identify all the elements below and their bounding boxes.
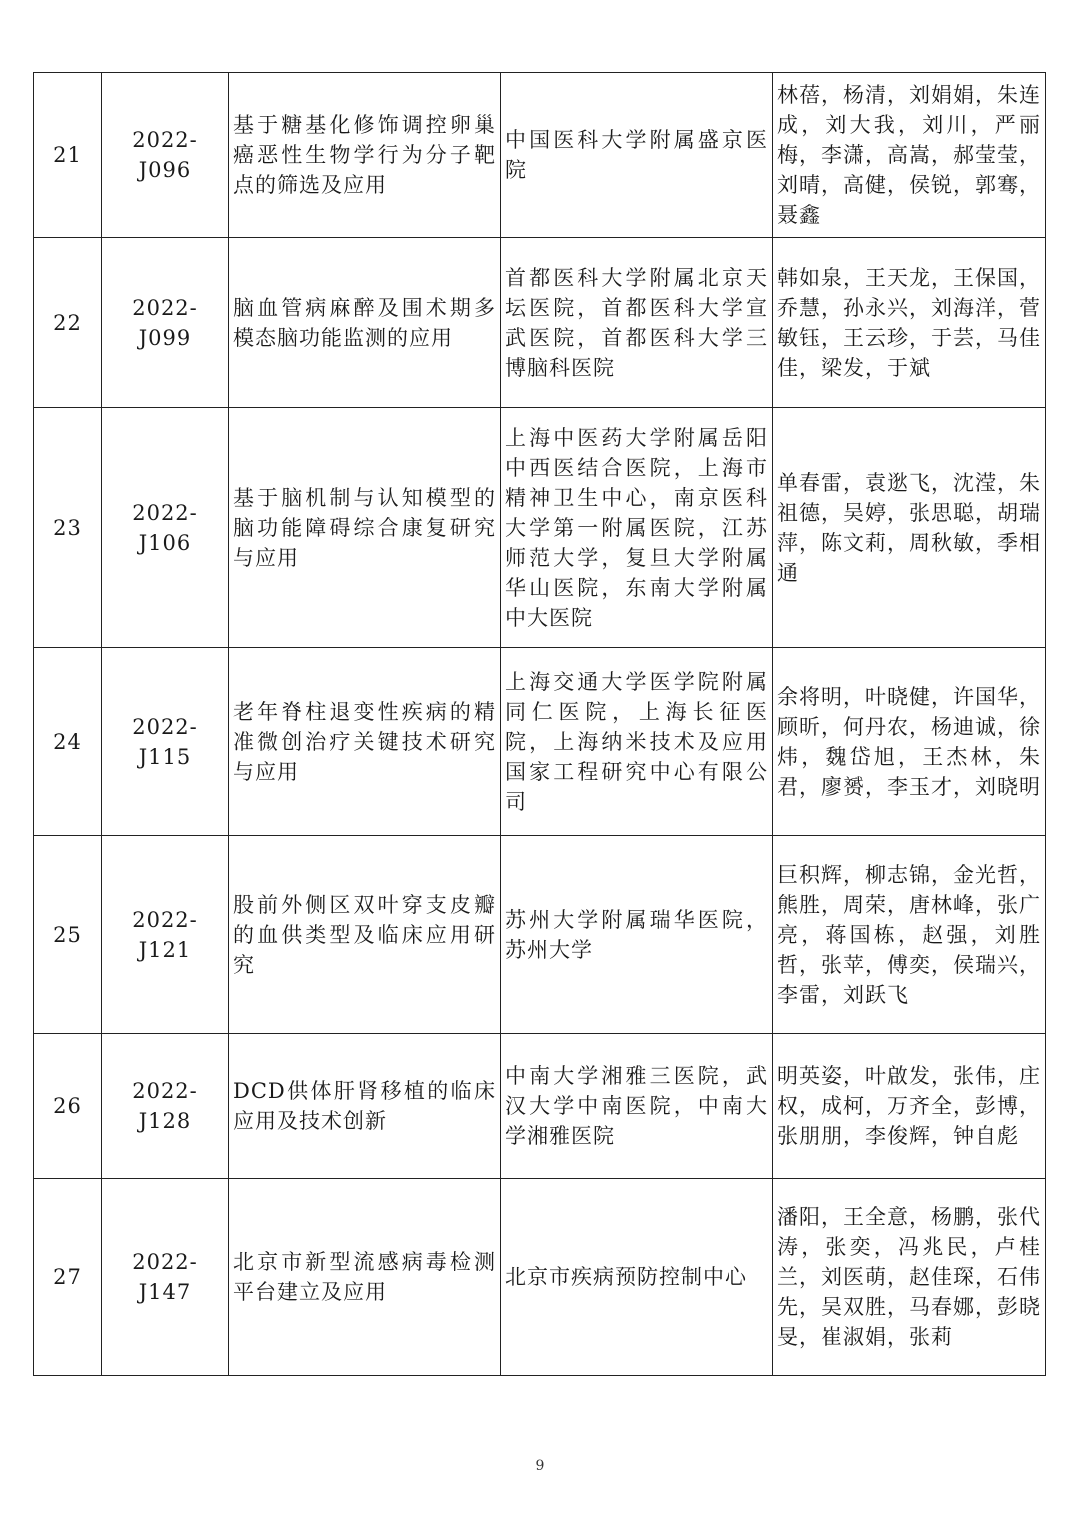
row-index: 23 <box>34 408 102 648</box>
project-title: 老年脊柱退变性疾病的精准微创治疗关键技术研究与应用 <box>229 648 501 836</box>
institutions: 上海交通大学医学院附属同仁医院，上海长征医院，上海纳米技术及应用国家工程研究中心有限公司 <box>501 648 773 836</box>
contributors: 韩如泉，王天龙，王保国，乔慧，孙永兴，刘海洋，菅敏钰，王云珍，于芸，马佳佳，梁发，于斌 <box>773 238 1046 408</box>
project-id: 2022-J128 <box>102 1034 229 1179</box>
row-index: 27 <box>34 1179 102 1376</box>
project-id: 2022-J115 <box>102 648 229 836</box>
project-title: 脑血管病麻醉及围术期多模态脑功能监测的应用 <box>229 238 501 408</box>
table-row <box>34 73 1046 238</box>
row-index: 26 <box>34 1034 102 1179</box>
contributors: 单春雷，袁逖飞，沈滢，朱祖德，吴婷，张思聪，胡瑞萍，陈文莉，周秋敏，季相通 <box>773 408 1046 648</box>
institutions: 苏州大学附属瑞华医院，苏州大学 <box>501 836 773 1034</box>
awards-table <box>33 72 1046 1376</box>
project-title: 北京市新型流感病毒检测平台建立及应用 <box>229 1179 501 1376</box>
contributors: 林蓓，杨清，刘娟娟，朱连成，刘大我，刘川，严丽梅，李潇，高嵩，郝莹莹，刘晴，高健，侯锐，郭骞，聂鑫 <box>773 73 1046 238</box>
project-title: DCD供体肝肾移植的临床应用及技术创新 <box>229 1034 501 1179</box>
project-id: 2022-J099 <box>102 238 229 408</box>
project-id: 2022-J106 <box>102 408 229 648</box>
institutions: 中南大学湘雅三医院，武汉大学中南医院，中南大学湘雅医院 <box>501 1034 773 1179</box>
page-number: 9 <box>535 1458 545 1474</box>
project-id: 2022-J121 <box>102 836 229 1034</box>
project-title: 基于脑机制与认知模型的脑功能障碍综合康复研究与应用 <box>229 408 501 648</box>
table-row <box>34 1034 1046 1179</box>
table-row <box>34 238 1046 408</box>
project-id: 2022-J096 <box>102 73 229 238</box>
contributors: 潘阳，王全意，杨鹏，张代涛，张奕，冯兆民，卢桂兰，刘医萌，赵佳琛，石伟先，吴双胜，马春娜，彭晓旻，崔淑娟，张莉 <box>773 1179 1046 1376</box>
contributors: 明英姿，叶啟发，张伟，庄权，成柯，万齐全，彭博，张朋朋，李俊辉，钟自彪 <box>773 1034 1046 1179</box>
row-index: 25 <box>34 836 102 1034</box>
project-id: 2022-J147 <box>102 1179 229 1376</box>
row-index: 22 <box>34 238 102 408</box>
project-title: 基于糖基化修饰调控卵巢癌恶性生物学行为分子靶点的筛选及应用 <box>229 73 501 238</box>
institutions: 北京市疾病预防控制中心 <box>501 1179 773 1376</box>
table-row <box>34 1179 1046 1376</box>
project-title: 股前外侧区双叶穿支皮瓣的血供类型及临床应用研究 <box>229 836 501 1034</box>
table-row <box>34 408 1046 648</box>
contributors: 余将明，叶晓健，许国华，顾昕，何丹农，杨迪诚，徐炜，魏岱旭，王杰林，朱君，廖赟，李玉才，刘晓明 <box>773 648 1046 836</box>
row-index: 21 <box>34 73 102 238</box>
contributors: 巨积辉，柳志锦，金光哲，熊胜，周荣，唐林峰，张广亮，蒋国栋，赵强，刘胜哲，张苹，傅奕，侯瑞兴，李雷，刘跃飞 <box>773 836 1046 1034</box>
table-row <box>34 648 1046 836</box>
row-index: 24 <box>34 648 102 836</box>
institutions: 中国医科大学附属盛京医院 <box>501 73 773 238</box>
table-row <box>34 836 1046 1034</box>
institutions: 上海中医药大学附属岳阳中西医结合医院，上海市精神卫生中心，南京医科大学第一附属医院，江苏师范大学，复旦大学附属华山医院，东南大学附属中大医院 <box>501 408 773 648</box>
institutions: 首都医科大学附属北京天坛医院，首都医科大学宣武医院，首都医科大学三博脑科医院 <box>501 238 773 408</box>
